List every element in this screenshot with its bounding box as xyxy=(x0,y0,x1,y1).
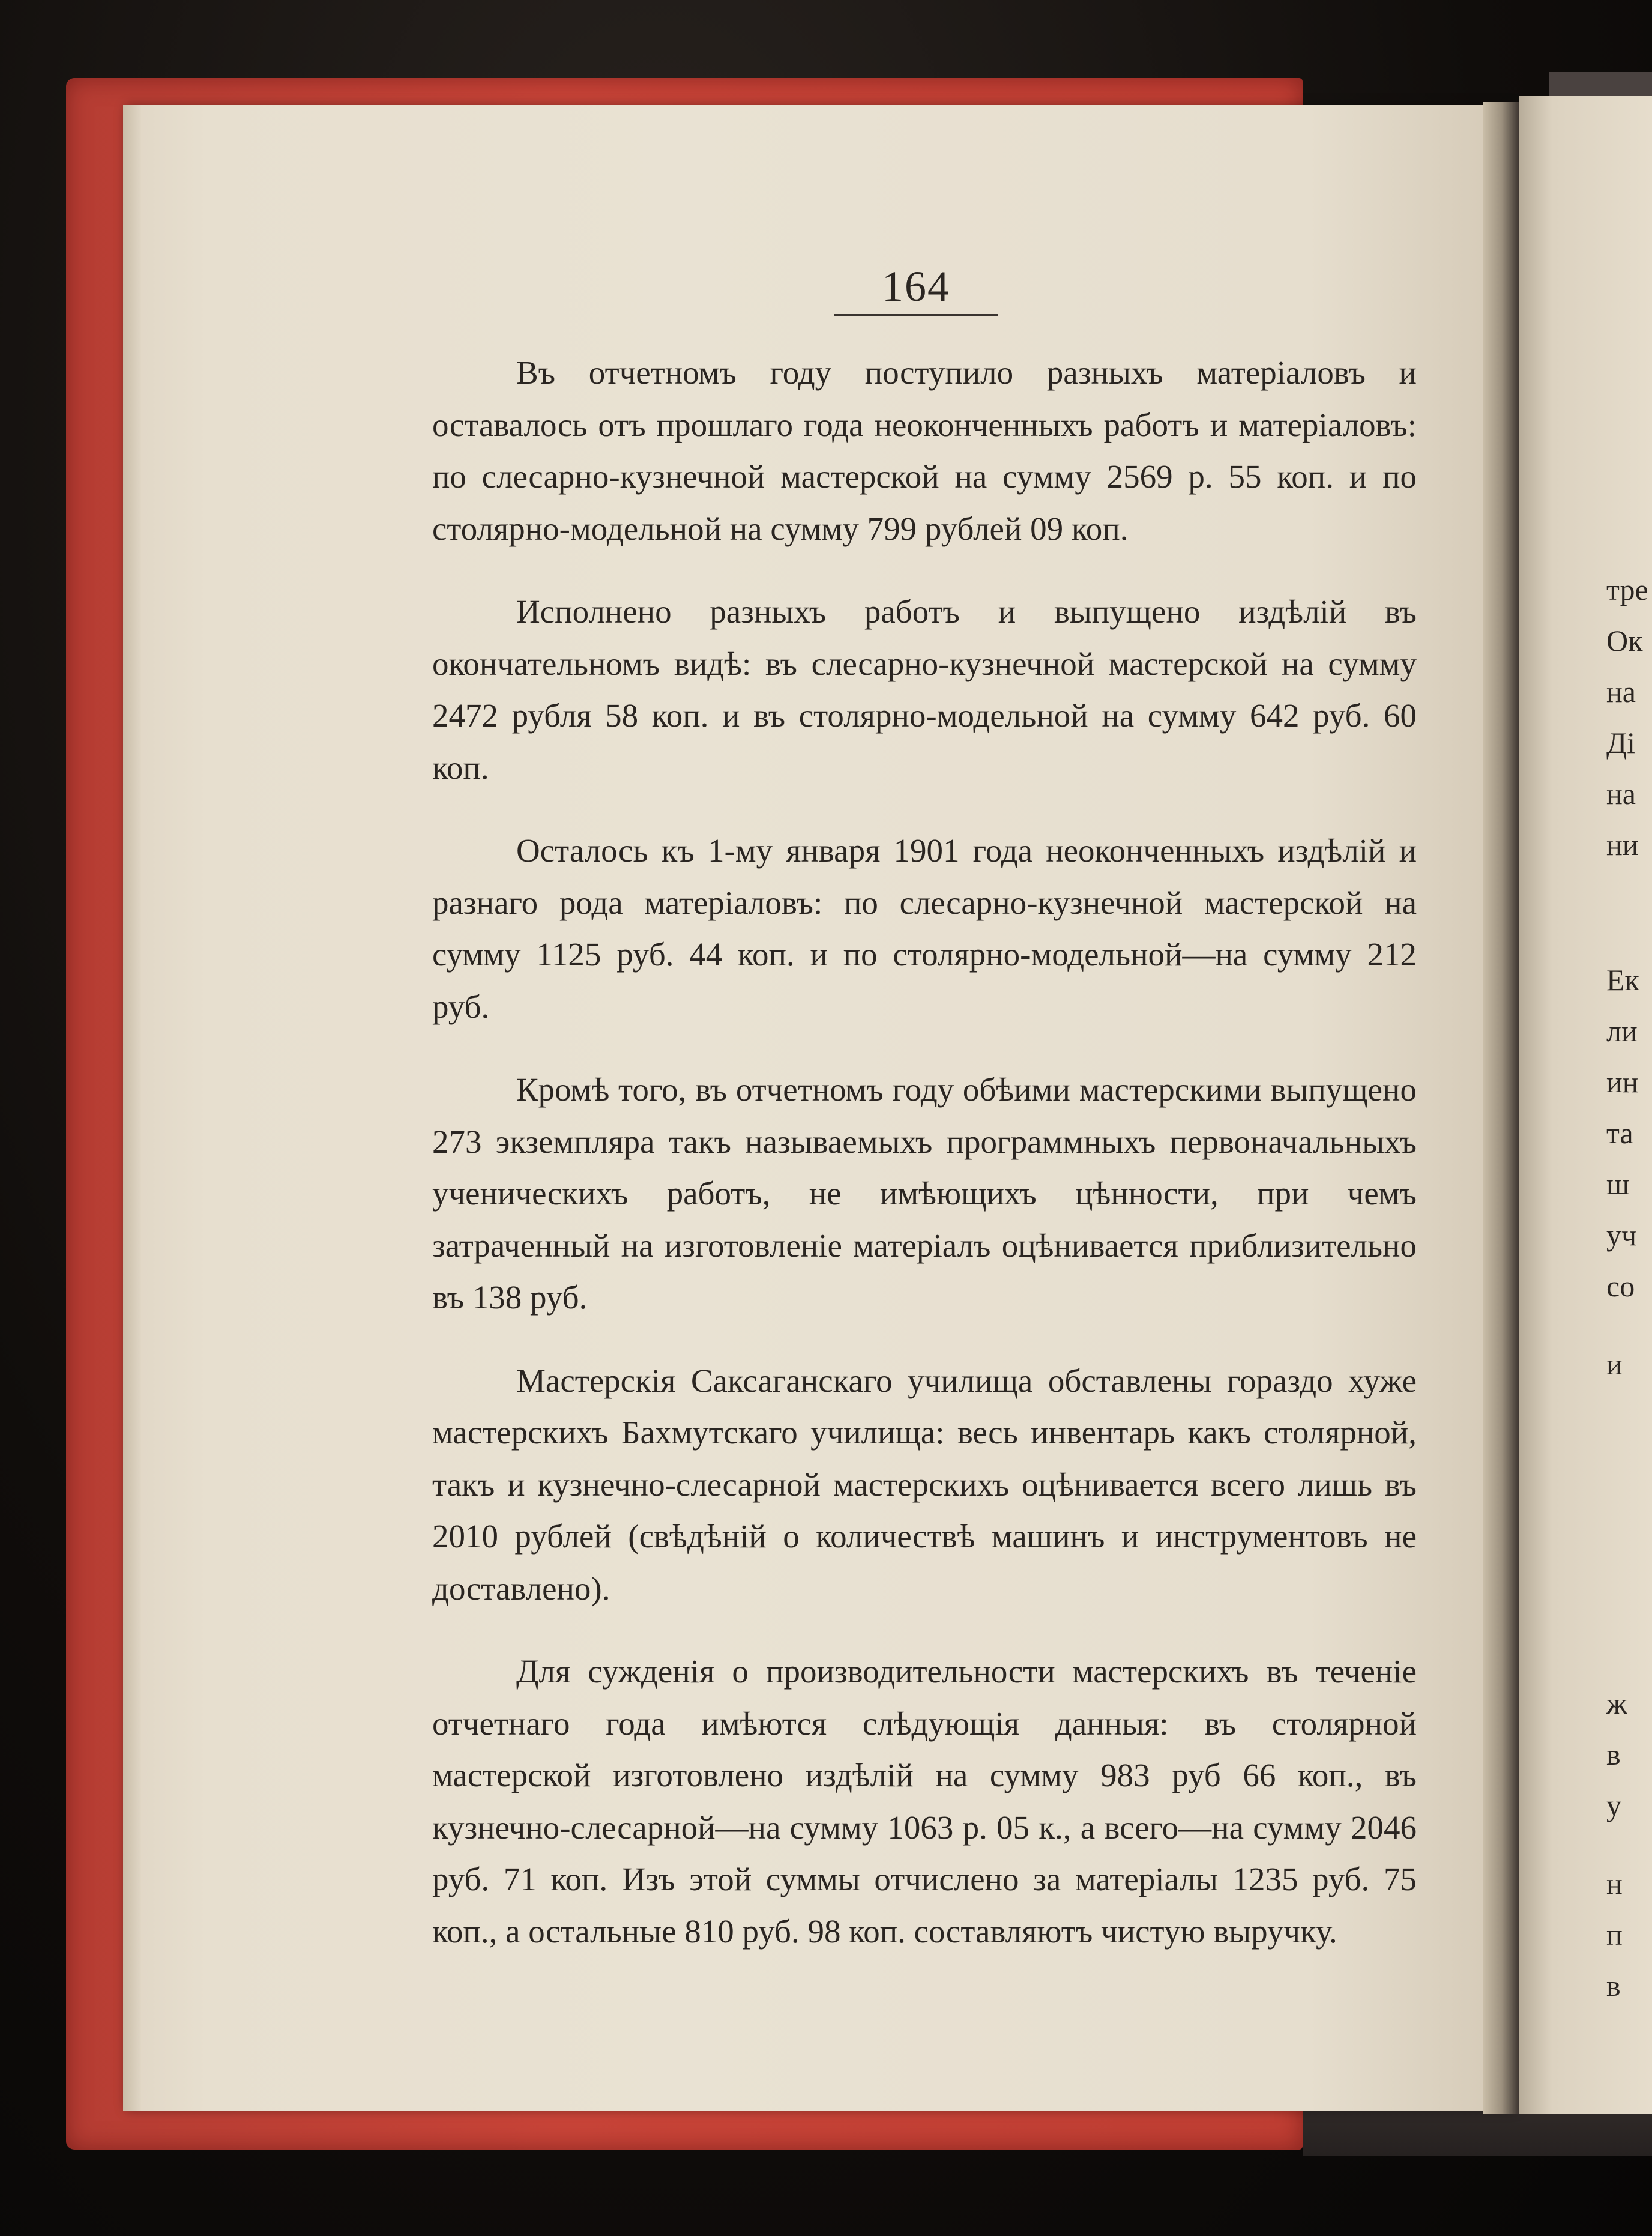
fragment: ли xyxy=(1606,1014,1638,1048)
fragment: ни xyxy=(1606,828,1639,862)
paragraph: Кромѣ того, въ отчетномъ году обѣими мастерскими выпущено 273 экземпляра такъ называемыхъ программныхъ первоначальныхъ ученическихъ работъ, не имѣющихъ цѣнности, при чемъ затраченный на изготовленіе матеріалъ оцѣнивается приблизительно въ 138 руб. xyxy=(432,1071,1417,1316)
fragment: и xyxy=(1606,1347,1623,1381)
fragment: та xyxy=(1606,1116,1633,1150)
fragment: н xyxy=(1606,1867,1623,1900)
paragraph: Исполнено разныхъ работъ и выпущено издѣлій въ окончательномъ видѣ: въ слесарно-кузнечной мастерской на сумму 2472 рубля 58 коп. и въ столярно-модельной на сумму 642 руб. 60 коп. xyxy=(432,593,1417,786)
fragment: со xyxy=(1606,1269,1635,1303)
fragment: Ек xyxy=(1606,963,1639,997)
fragment: в xyxy=(1606,1738,1621,1771)
facing-page-text xyxy=(1606,564,1652,2011)
page-edge xyxy=(123,105,141,2111)
fragment: п xyxy=(1606,1918,1623,1951)
paragraph: Для сужденія о производительности мастерскихъ въ теченіе отчетнаго года имѣются слѣдующія данныя: въ столярной мастерской изготовлено издѣлій на сумму 983 руб 66 коп., въ кузнечно-слесарной—на сумму 1063 р. 05 к., а всего—на сумму 2046 руб. 71 коп. Изъ этой суммы отчислено за матеріалы 1235 руб. 75 коп., а остальные 810 руб. 98 коп. составляютъ чистую выручку. xyxy=(432,1653,1417,1950)
page-number: 164 xyxy=(882,262,950,310)
paragraph: Въ отчетномъ году поступило разныхъ матеріаловъ и оставалось отъ прошлаго года неоконченныхъ работъ и матеріаловъ: по слесарно-кузнечной мастерской на сумму 2569 р. 55 коп. и по столярно-модельной на сумму 799 рублей 09 коп. xyxy=(432,354,1417,547)
fragment: на xyxy=(1606,777,1636,811)
fragment: уч xyxy=(1606,1218,1637,1252)
fragment: на xyxy=(1606,675,1636,709)
fragment: ин xyxy=(1606,1065,1639,1099)
fragment: Ок xyxy=(1606,624,1643,657)
fragment: Ді xyxy=(1606,726,1635,760)
fragment: тре xyxy=(1606,573,1648,606)
fragment: ж xyxy=(1606,1687,1627,1720)
page-number-rule xyxy=(834,314,998,316)
paragraph: Мастерскія Саксаганскаго училища обставлены гораздо хуже мастерскихъ Бахмутскаго училища: весь инвентарь какъ столярной, такъ и кузнечно-слесарной мастерскихъ оцѣнивается всего лишь въ 2010 рублей (свѣдѣній о количествѣ машинъ и инструментовъ не доставлено). xyxy=(432,1362,1417,1607)
body-text xyxy=(432,347,1417,1989)
fragment: у xyxy=(1606,1789,1621,1822)
fragment: в xyxy=(1606,1969,1621,2002)
paragraph: Осталось къ 1-му января 1901 года неоконченныхъ издѣлій и разнаго рода матеріаловъ: по слесарно-кузнечной мастерской на сумму 1125 руб. 44 коп. и по столярно-модельной—на сумму 212 руб. xyxy=(432,832,1417,1025)
fragment: ш xyxy=(1606,1167,1630,1201)
